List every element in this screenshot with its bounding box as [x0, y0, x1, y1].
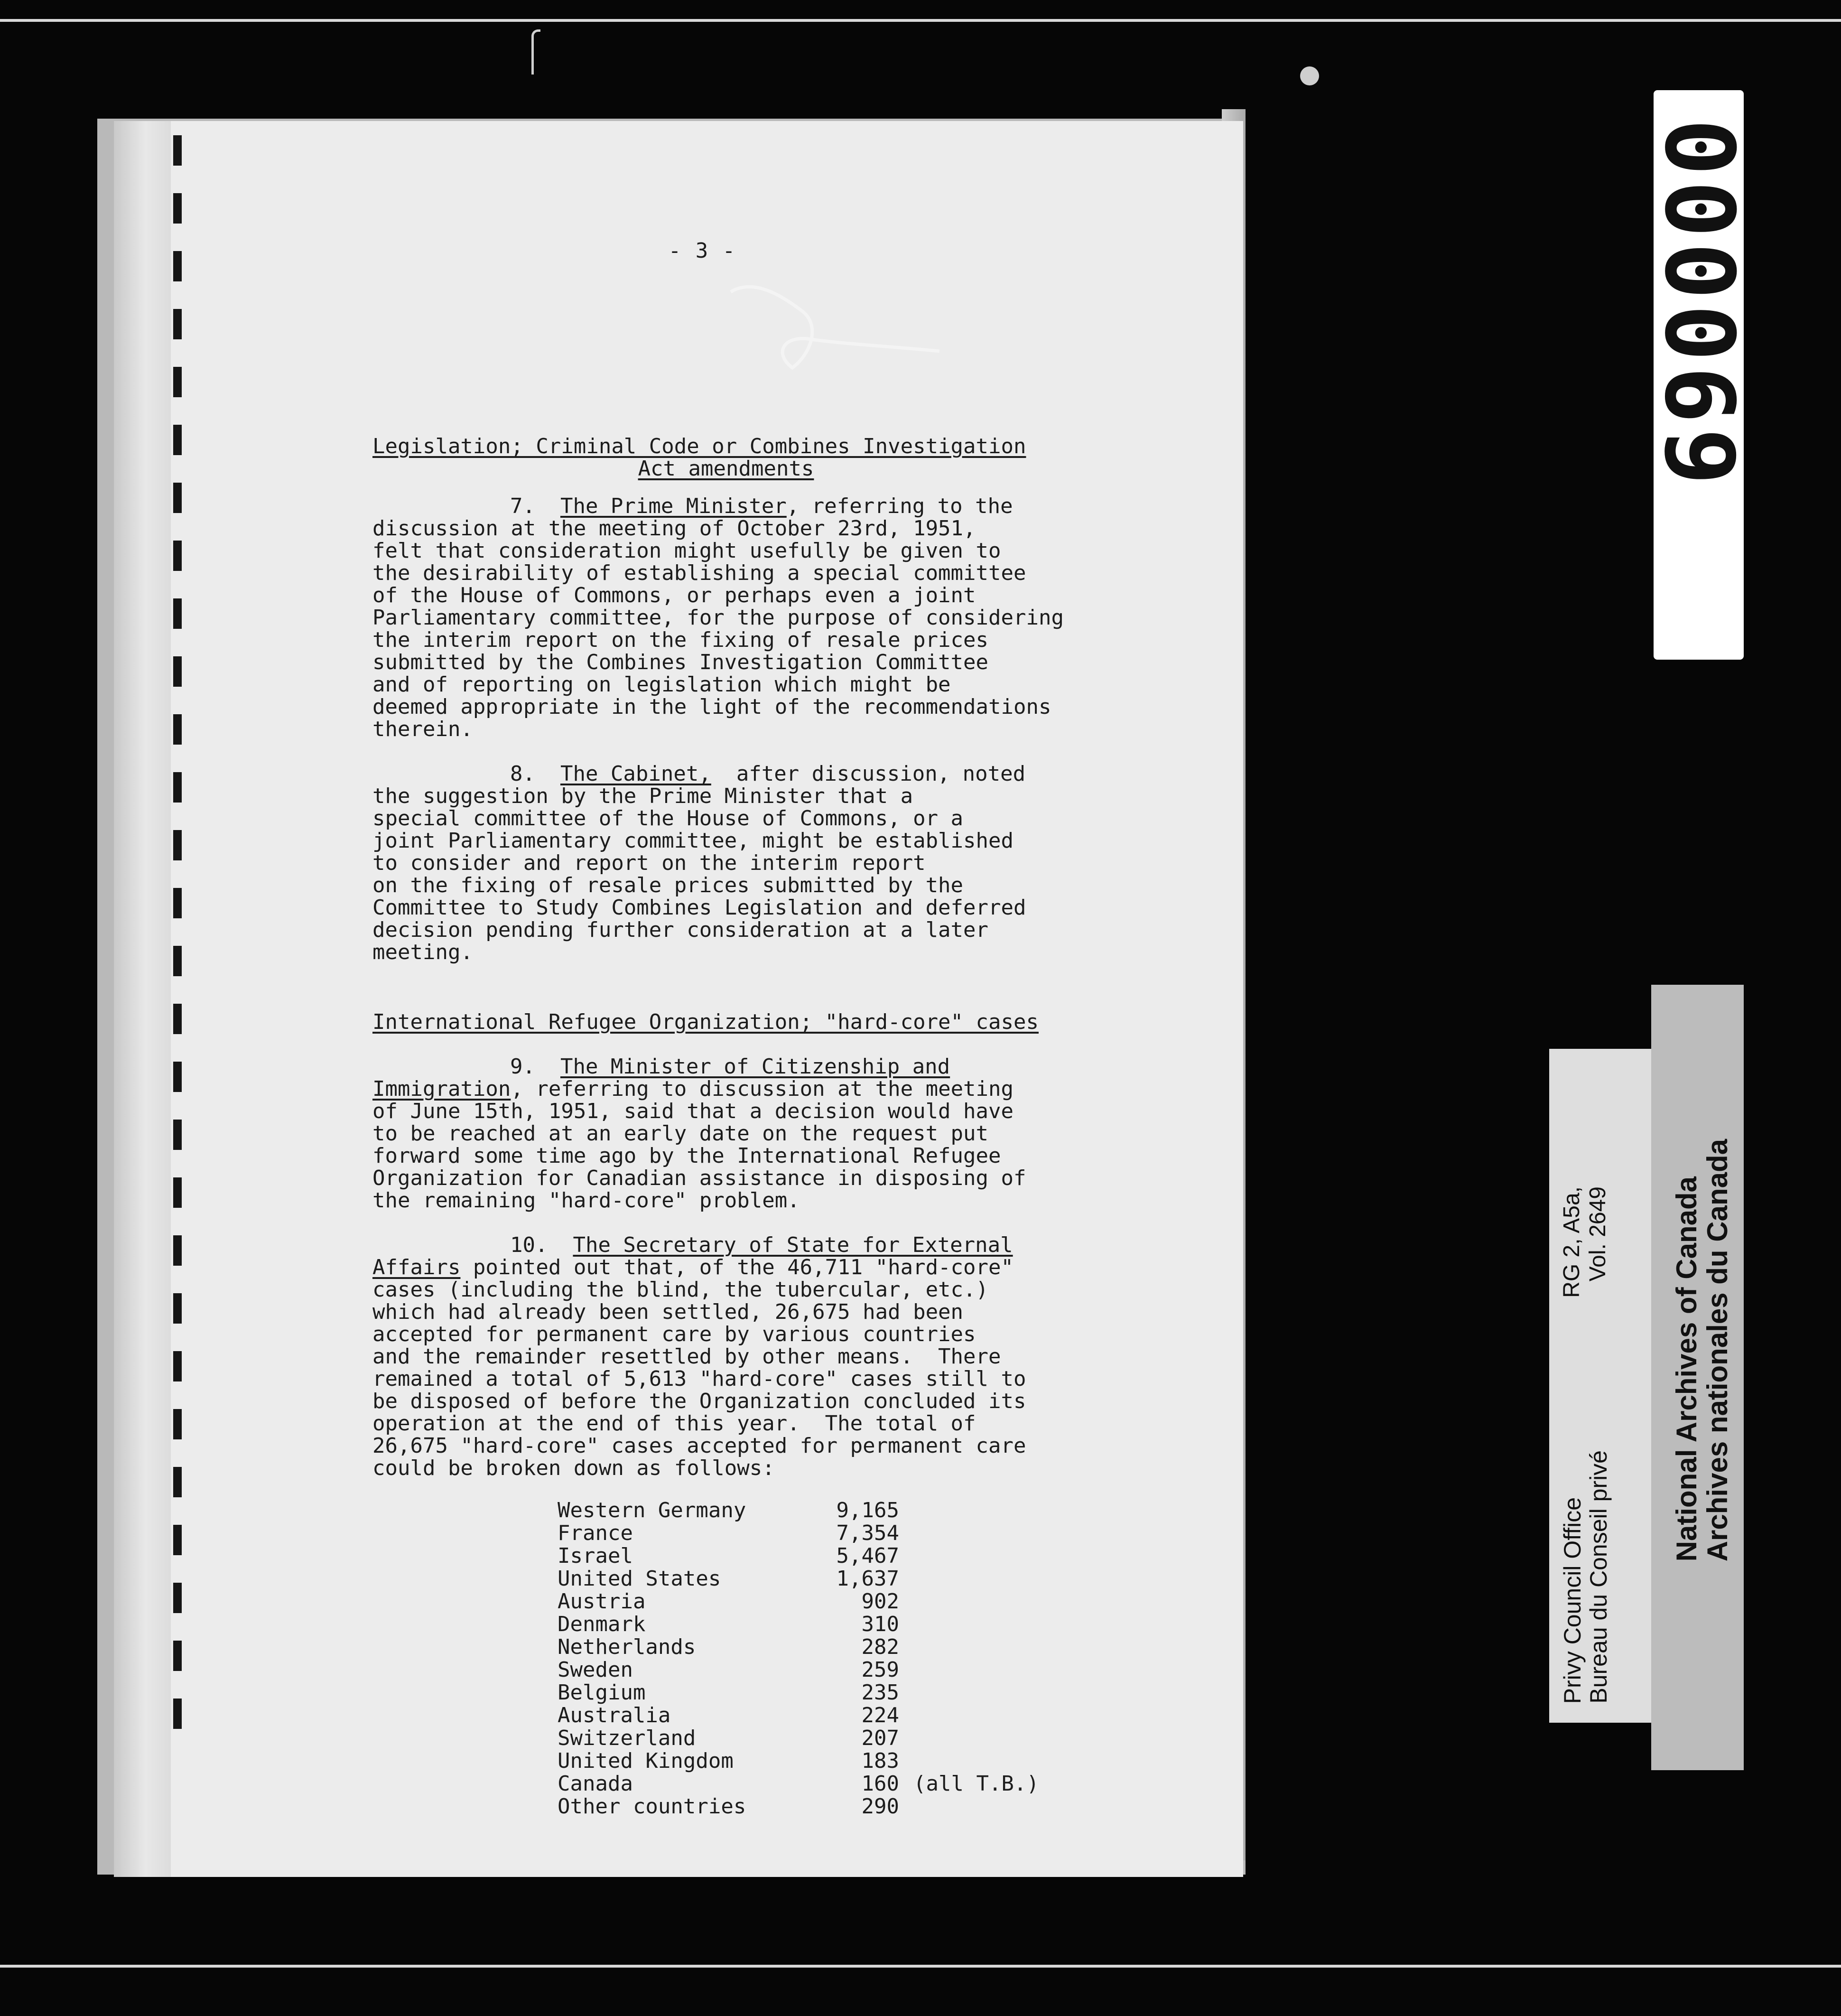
label-privy-council	[1549, 1049, 1651, 1723]
country-name: France	[558, 1521, 633, 1545]
section-heading-refugee: International Refugee Organization; "hard-core" cases	[372, 1010, 1039, 1034]
paragraph-10-actor: The Secretary of State for External	[573, 1233, 1013, 1257]
table-row	[558, 1499, 1039, 1522]
binding-hole	[173, 656, 182, 687]
label-ref-line1: RG 2, A5a,	[1559, 1186, 1584, 1298]
paragraph-10-actor-line2: Affairs	[372, 1255, 461, 1279]
binding-hole	[173, 598, 182, 629]
country-count: 282	[861, 1635, 899, 1659]
table-row	[558, 1727, 1039, 1750]
country-name: Australia	[558, 1703, 671, 1727]
paragraph-8	[372, 763, 1298, 963]
document-text	[372, 239, 1298, 1819]
binding-hole	[173, 946, 182, 976]
binding-hole	[173, 1120, 182, 1150]
label-nac-fr: Archives nationales du Canada	[1702, 1139, 1733, 1561]
paragraph-8-actor: The Cabinet,	[560, 762, 711, 786]
binding-hole	[173, 1177, 182, 1208]
section-heading-legislation-line2: Act amendments	[638, 457, 814, 481]
paragraph-9	[372, 1055, 1298, 1212]
paragraph-10-body: cases (including the blind, the tubercular, etc.) which had already been settled, 26,675 had been accepted for permanent care by various countries and the remainder resettled by other means. There remained a total of 5,613 "hard-core" cases still to be disposed of before the Organization concluded its operation at the end of this year. The total of 26,675 "hard-core" cases accepted for permanent care could be broken down as follows:	[372, 1278, 1026, 1480]
binding-hole	[173, 1235, 182, 1266]
table-row	[558, 1613, 1039, 1636]
binding-hole	[173, 1525, 182, 1555]
binding-hole	[173, 1641, 182, 1671]
paragraph-8-first-line: after discussion, noted	[711, 762, 1026, 786]
country-count: 310	[861, 1612, 899, 1636]
label-pco-en: Privy Council Office	[1559, 1497, 1586, 1704]
paragraph-10-number: 10.	[510, 1233, 548, 1257]
country-name: United Kingdom	[558, 1749, 734, 1773]
film-frame-top	[0, 19, 1841, 22]
table-row	[558, 1590, 1039, 1613]
binding-hole	[173, 1699, 182, 1729]
label-pco-fr: Bureau du Conseil privé	[1585, 1450, 1612, 1704]
paragraph-8-body: the suggestion by the Prime Minister that a special committee of the House of Commons, or a joint Parliamentary committee, might be established to consider and report on the interim report on the fixing of resale prices submitted by the Committee to Study Combines Legislation and deferred decision pending further consideration at a later meeting.	[372, 784, 1026, 964]
binding-spine	[114, 121, 171, 1877]
paragraph-9-actor: The Minister of Citizenship and	[560, 1055, 950, 1079]
paragraph-9-actor-line2: Immigration	[372, 1077, 511, 1101]
country-count: 7,354	[836, 1521, 899, 1545]
section-heading-legislation: Legislation; Criminal Code or Combines Investigation	[372, 434, 1026, 458]
paragraph-10	[372, 1234, 1298, 1479]
table-row	[558, 1659, 1039, 1681]
country-count: 224	[861, 1703, 899, 1727]
page-number: - 3 -	[668, 239, 736, 263]
country-name: Denmark	[558, 1612, 646, 1636]
speck-top	[1300, 66, 1319, 85]
binding-hole	[173, 251, 182, 281]
label-nac-en: National Archives of Canada	[1671, 1176, 1702, 1561]
binding-hole	[173, 1351, 182, 1381]
country-name: Canada	[558, 1772, 633, 1796]
table-row	[558, 1545, 1039, 1568]
binding-hole	[173, 135, 182, 166]
country-count: 207	[861, 1726, 899, 1750]
country-count: 5,467	[836, 1544, 899, 1568]
pen-mark-top	[531, 29, 540, 75]
paragraph-7-number: 7.	[510, 494, 535, 518]
binding-hole	[173, 367, 182, 397]
paragraph-7-actor: The Prime Minister	[560, 494, 787, 518]
binding-hole	[173, 888, 182, 918]
table-row	[558, 1704, 1039, 1727]
label-ref-line2: Vol. 2649	[1585, 1186, 1610, 1282]
paragraph-7-body: discussion at the meeting of October 23rd, 1951, felt that consideration might usefully be given to the desirability of establishing a special committee of the House of Commons, or perhaps even a joint Parliamentary committee, for the purpose of considering the interim report on the fixing of resale prices submitted by the Combines Investigation Committee and of reporting on legislation which might be deemed appropriate in the light of the recommendations therein.	[372, 516, 1064, 741]
country-count: 1,637	[836, 1567, 899, 1591]
binding-hole	[173, 309, 182, 339]
country-count: 235	[861, 1680, 899, 1705]
country-name: Belgium	[558, 1680, 646, 1705]
binding-hole	[173, 1467, 182, 1497]
binding-hole	[173, 425, 182, 455]
binding-hole	[173, 772, 182, 803]
control-number: 000069	[1644, 119, 1754, 490]
table-row	[558, 1636, 1039, 1659]
country-name: United States	[558, 1567, 721, 1591]
country-count: 160	[861, 1772, 899, 1796]
binding-hole	[173, 1583, 182, 1613]
paragraph-10-line2: pointed out that, of the 46,711 "hard-core"	[460, 1255, 1014, 1279]
paragraph-8-number: 8.	[510, 762, 535, 786]
country-name: Netherlands	[558, 1635, 696, 1659]
country-name: Austria	[558, 1589, 646, 1614]
binding-hole	[173, 830, 182, 860]
binding-hole	[173, 193, 182, 224]
binding-hole	[173, 1062, 182, 1092]
paragraph-9-body: of June 15th, 1951, said that a decision would have to be reached at an early date on the request put forward some time ago by the International Refugee Organization for Canadian assistance in disposing of the remaining "hard-core" problem.	[372, 1099, 1026, 1213]
document-page	[114, 121, 1243, 1877]
country-count: 290	[861, 1794, 899, 1819]
paragraph-7	[372, 495, 1298, 740]
table-row	[558, 1522, 1039, 1545]
country-count: 183	[861, 1749, 899, 1773]
binding-hole	[173, 714, 182, 745]
country-count: 9,165	[836, 1498, 899, 1522]
country-count: 259	[861, 1658, 899, 1682]
binding-hole	[173, 541, 182, 571]
country-name: Other countries	[558, 1794, 746, 1819]
table-row	[558, 1750, 1039, 1773]
paragraph-9-number: 9.	[510, 1055, 535, 1079]
label-national-archives	[1651, 985, 1744, 1770]
film-frame-bottom	[0, 1965, 1841, 1968]
table-row	[558, 1681, 1039, 1704]
binding-hole	[173, 1293, 182, 1324]
country-count: 902	[861, 1589, 899, 1614]
table-row	[558, 1773, 1039, 1795]
binding-hole	[173, 483, 182, 513]
table-row	[558, 1795, 1039, 1818]
paragraph-7-first-line: , referring to the	[786, 494, 1013, 518]
country-name: Western Germany	[558, 1498, 746, 1522]
binding-hole	[173, 1409, 182, 1439]
control-number-card	[1644, 90, 1754, 660]
binding-hole	[173, 1004, 182, 1034]
country-table	[558, 1499, 1039, 1818]
country-name: Switzerland	[558, 1726, 696, 1750]
country-note: (all T.B.)	[913, 1772, 1039, 1796]
country-name: Israel	[558, 1544, 633, 1568]
country-name: Sweden	[558, 1658, 633, 1682]
paragraph-9-line2: , referring to discussion at the meeting	[511, 1077, 1014, 1101]
table-row	[558, 1568, 1039, 1590]
